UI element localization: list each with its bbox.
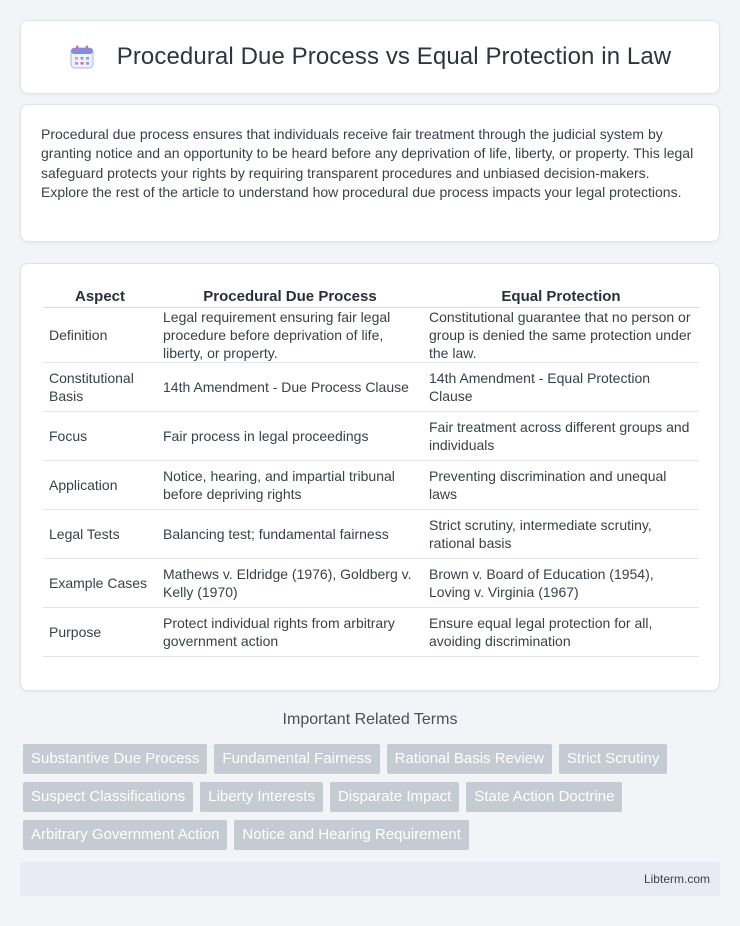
footer bbox=[20, 862, 720, 896]
cell-procedural: Balancing test; fundamental fairness bbox=[157, 510, 423, 559]
calendar-icon bbox=[69, 44, 95, 70]
cell-equal: 14th Amendment - Equal Protection Clause bbox=[423, 363, 699, 412]
cell-equal: Preventing discrimination and unequal laws bbox=[423, 461, 699, 510]
table-header-row bbox=[43, 284, 699, 308]
related-terms-heading: Important Related Terms bbox=[282, 711, 458, 728]
cell-procedural: Legal requirement ensuring fair legal procedure before deprivation of life, liberty, or property. bbox=[157, 308, 423, 363]
term-tag[interactable]: Notice and Hearing Requirement bbox=[234, 820, 468, 850]
table-row bbox=[43, 510, 699, 559]
cell-procedural: Protect individual rights from arbitrary government action bbox=[157, 608, 423, 657]
cell-aspect: Legal Tests bbox=[43, 510, 157, 559]
footer-site-link[interactable]: Libterm.com bbox=[643, 872, 710, 886]
cell-aspect: Application bbox=[43, 461, 157, 510]
term-tag[interactable]: Arbitrary Government Action bbox=[23, 820, 227, 850]
cell-equal: Strict scrutiny, intermediate scrutiny, rational basis bbox=[423, 510, 699, 559]
page-title: Procedural Due Process vs Equal Protection in Law bbox=[116, 43, 672, 70]
table-row bbox=[43, 412, 699, 461]
cell-procedural: Fair process in legal proceedings bbox=[157, 412, 423, 461]
comparison-table bbox=[43, 284, 699, 657]
term-tag[interactable]: Fundamental Fairness bbox=[214, 744, 379, 774]
cell-procedural: 14th Amendment - Due Process Clause bbox=[157, 363, 423, 412]
table-row bbox=[43, 608, 699, 657]
table-row bbox=[43, 308, 699, 363]
header-procedural-due-process: Procedural Due Process bbox=[157, 284, 423, 308]
cell-equal: Fair treatment across different groups and individuals bbox=[423, 412, 699, 461]
cell-aspect: Example Cases bbox=[43, 559, 157, 608]
cell-procedural: Mathews v. Eldridge (1976), Goldberg v. Kelly (1970) bbox=[157, 559, 423, 608]
term-tag[interactable]: Rational Basis Review bbox=[387, 744, 552, 774]
term-tag[interactable]: Strict Scrutiny bbox=[559, 744, 668, 774]
title-card bbox=[20, 20, 720, 94]
header-equal-protection: Equal Protection bbox=[423, 284, 699, 308]
intro-card bbox=[20, 104, 720, 242]
cell-equal: Ensure equal legal protection for all, avoiding discrimination bbox=[423, 608, 699, 657]
term-tag[interactable]: Liberty Interests bbox=[200, 782, 323, 812]
term-tag[interactable]: Substantive Due Process bbox=[23, 744, 207, 774]
comparison-card bbox=[20, 263, 720, 691]
table-row bbox=[43, 559, 699, 608]
cell-aspect: Definition bbox=[43, 308, 157, 363]
cell-aspect: Purpose bbox=[43, 608, 157, 657]
intro-paragraph: Procedural due process ensures that individuals receive fair treatment through the judicial system by granting notice and an opportunity to be heard before any deprivation of life, liberty, or property. This legal safeguard protects your rights by requiring transparent procedures and unbiased decision-makers. Explore the rest of the article to understand how procedural due process impacts your legal protections. bbox=[41, 126, 694, 201]
cell-procedural: Notice, hearing, and impartial tribunal before depriving rights bbox=[157, 461, 423, 510]
header-aspect: Aspect bbox=[43, 284, 157, 308]
table-row bbox=[43, 461, 699, 510]
cell-equal: Constitutional guarantee that no person or group is denied the same protection under the law. bbox=[423, 308, 699, 363]
term-tag[interactable]: State Action Doctrine bbox=[466, 782, 622, 812]
term-tag[interactable]: Disparate Impact bbox=[330, 782, 459, 812]
term-tag[interactable]: Suspect Classifications bbox=[23, 782, 193, 812]
table-row bbox=[43, 363, 699, 412]
related-terms-list bbox=[23, 744, 723, 850]
cell-aspect: Constitutional Basis bbox=[43, 363, 157, 412]
cell-aspect: Focus bbox=[43, 412, 157, 461]
cell-equal: Brown v. Board of Education (1954), Loving v. Virginia (1967) bbox=[423, 559, 699, 608]
